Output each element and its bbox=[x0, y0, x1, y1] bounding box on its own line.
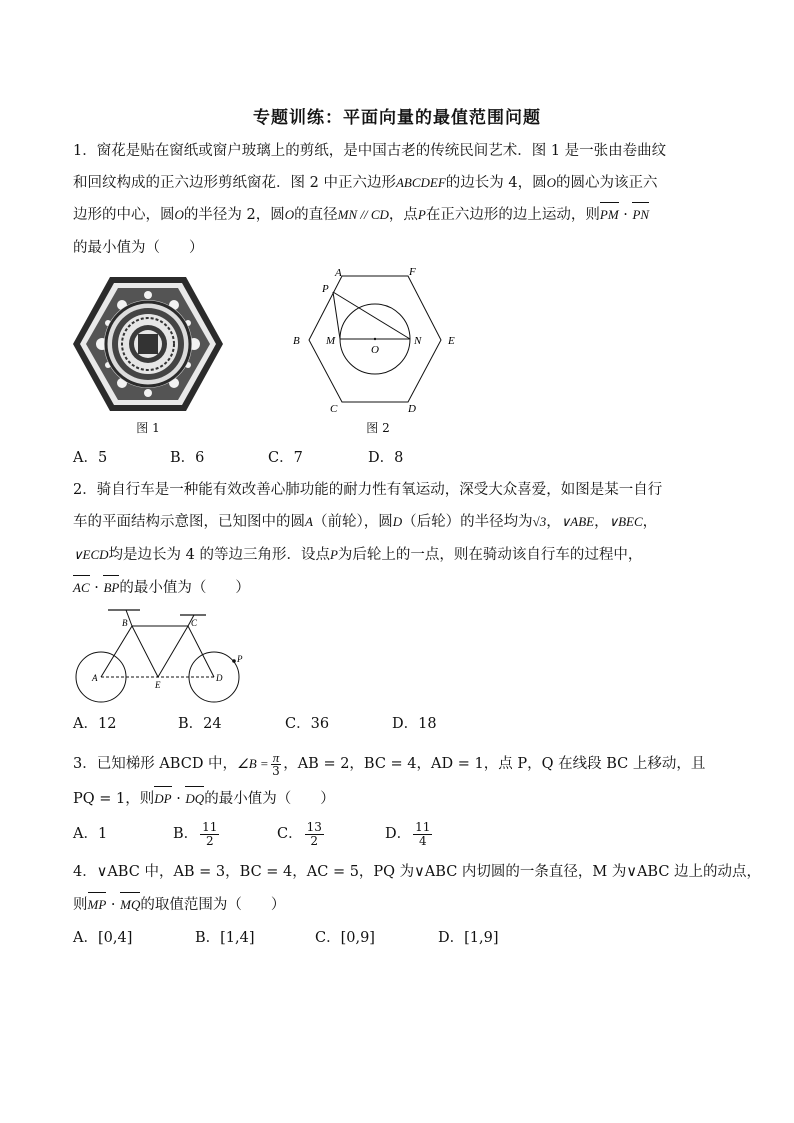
label-E: E bbox=[448, 335, 455, 347]
q1-option-b[interactable]: B．6 bbox=[170, 450, 205, 466]
label-P: P bbox=[322, 283, 329, 295]
q4-option-c[interactable]: C．[0,9] bbox=[315, 930, 375, 946]
bike-label-D: D bbox=[216, 673, 223, 683]
q2-option-d[interactable]: D．18 bbox=[392, 716, 437, 732]
figure-1-papercut bbox=[72, 275, 224, 413]
q1-option-d[interactable]: D．8 bbox=[368, 450, 404, 466]
q3-options bbox=[73, 818, 434, 850]
figure-1-caption: 图 1 bbox=[136, 421, 160, 435]
q3-option-a[interactable]: A．1 bbox=[73, 826, 108, 842]
label-O: O bbox=[371, 344, 379, 356]
q2-option-b[interactable]: B．24 bbox=[178, 716, 222, 732]
q3-line-1: 3．已知梯形 ABCD 中，∠B = $\frac{\pi}{3}$ ，AB = 2，BC = 4，AD = 1，点 P，Q 在线段 BC 上移动，且 bbox=[73, 749, 706, 778]
q2-options bbox=[73, 714, 437, 734]
q3-option-b[interactable]: B． $\frac{11}{2}$ bbox=[173, 819, 218, 848]
q1-line-2: 和回纹构成的正六边形剪纸窗花．图 2 中正六边形ABCDEF的边长为 4，圆O的圆心为该正六 bbox=[73, 175, 658, 191]
q2-line-1: 2．骑自行车是一种能有效改善心肺功能的耐力性有氧运动，深受大众喜爱，如图是某一自行 bbox=[73, 482, 663, 498]
q4-option-a[interactable]: A．[0,4] bbox=[73, 930, 133, 946]
bike-label-A: A bbox=[92, 673, 98, 683]
q1-option-a[interactable]: A．5 bbox=[73, 450, 108, 466]
q1-option-c[interactable]: C．7 bbox=[268, 450, 303, 466]
label-F: F bbox=[409, 266, 416, 278]
label-A: A bbox=[335, 267, 342, 279]
q2-option-a[interactable]: A．12 bbox=[73, 716, 117, 732]
figure-2-caption: 图 2 bbox=[366, 421, 390, 435]
label-N: N bbox=[414, 335, 422, 347]
q2-line-3: ∨ECD均是边长为 4 的等边三角形．设点P为后轮上的一点，则在骑动该自行车的过程中， bbox=[73, 547, 643, 563]
figure-2-hexagon-diagram bbox=[288, 262, 464, 418]
q1-options bbox=[73, 448, 403, 468]
bike-label-E: E bbox=[155, 680, 161, 690]
q2-option-c[interactable]: C．36 bbox=[285, 716, 330, 732]
q2-line-2: 车的平面结构示意图，已知图中的圆A（前轮），圆D（后轮）的半径均为√3，∨ABE，∨BEC， bbox=[73, 514, 658, 530]
q4-option-b[interactable]: B．[1,4] bbox=[195, 930, 255, 946]
q3-line-2: PQ = 1，则DP · DQ的最小值为（ ） bbox=[73, 791, 335, 807]
q4-line-1: 4．∨ABC 中，AB = 3，BC = 4，AC = 5，PQ 为∨ABC 内切圆的一条直径，M 为∨ABC 边上的动点， bbox=[73, 864, 762, 880]
label-B: B bbox=[293, 335, 300, 347]
bike-label-B: B bbox=[122, 618, 128, 628]
q4-line-2: 则MP · MQ的取值范围为（ ） bbox=[73, 897, 286, 913]
label-C: C bbox=[330, 403, 338, 415]
q2-line-4: AC · BP的最小值为（ ） bbox=[73, 580, 250, 596]
bike-label-C: C bbox=[191, 618, 198, 628]
q1-line-1: 1．窗花是贴在窗纸或窗户玻璃上的剪纸，是中国古老的传统民间艺术．图 1 是一张由卷曲纹 bbox=[73, 143, 667, 159]
worksheet-title: 专题训练：平面向量的最值范围问题 bbox=[253, 108, 541, 128]
q4-option-d[interactable]: D．[1,9] bbox=[438, 930, 499, 946]
bike-label-P: P bbox=[237, 654, 243, 664]
label-M: M bbox=[326, 335, 336, 347]
q1-line-3: 边形的中心，圆O的半径为 2，圆O的直径MN // CD，点P在正六边形的边上运动，则PM · PN bbox=[73, 207, 650, 223]
q3-option-d[interactable]: D． $\frac{11}{4}$ bbox=[385, 819, 431, 848]
figure-bicycle bbox=[72, 606, 252, 706]
label-D: D bbox=[408, 403, 416, 415]
q1-line-4: 的最小值为（ ） bbox=[73, 240, 204, 256]
q3-option-c[interactable]: C． $\frac{13}{2}$ bbox=[277, 819, 322, 848]
q4-options bbox=[73, 928, 499, 948]
